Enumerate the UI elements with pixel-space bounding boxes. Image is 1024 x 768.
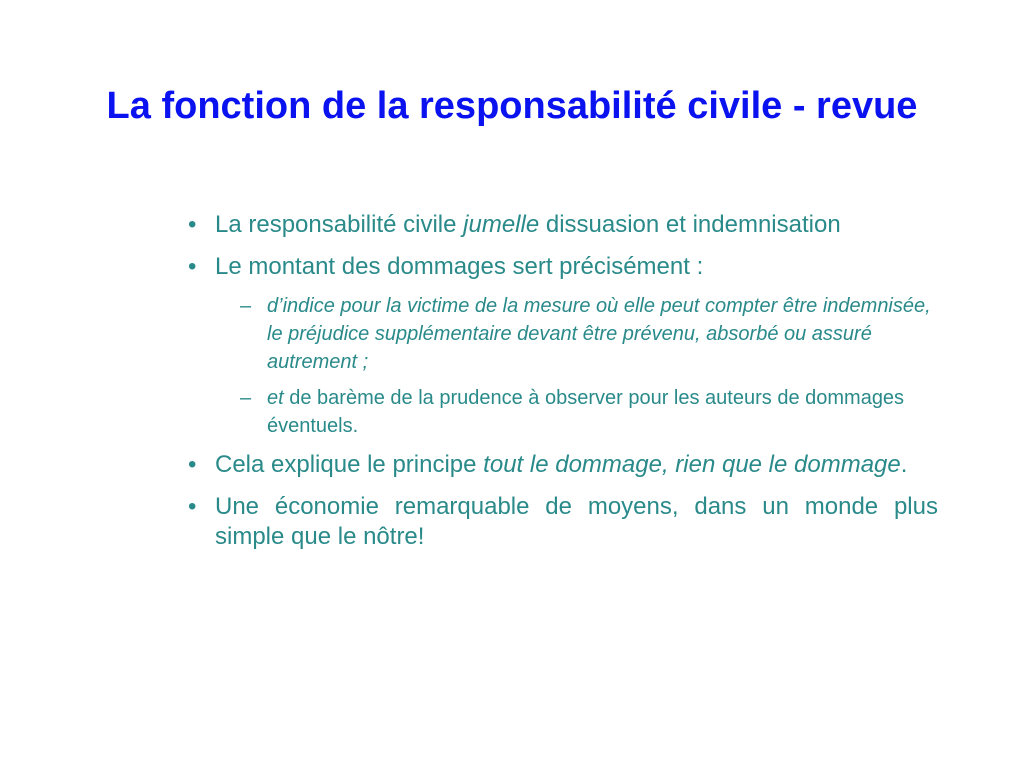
sub-bullet-emphasis: d’indice pour la victime de la mesure où elle peut compter être indemnisée, le préjudice supplémentaire devant être prévenu, absorbé ou assuré autrement ; xyxy=(267,295,931,373)
bullet-item xyxy=(188,450,938,480)
bullet-marker: • xyxy=(188,253,197,280)
bullet-text-continued: dissuasion et indemnisation xyxy=(539,211,841,238)
sub-bullet-marker: – xyxy=(240,295,252,317)
bullet-text: Le montant des dommages sert précisément : xyxy=(215,253,704,280)
sub-bullet-item xyxy=(188,292,938,376)
sub-bullet-item xyxy=(188,384,938,440)
sub-bullet-text: de barème de la prudence à observer pour les auteurs de dommages éventuels. xyxy=(267,387,905,437)
sub-bullet-emphasis: et xyxy=(267,387,284,409)
bullet-item xyxy=(188,210,938,240)
bullet-list xyxy=(188,210,938,564)
bullet-text: Une économie remarquable de moyens, dans un monde plus simple que le nôtre! xyxy=(215,493,938,550)
sub-bullet-marker: – xyxy=(240,387,252,409)
bullet-item xyxy=(188,252,938,282)
bullet-marker: • xyxy=(188,211,197,238)
bullet-marker: • xyxy=(188,451,197,478)
bullet-marker: • xyxy=(188,493,197,520)
bullet-text: La responsabilité civile xyxy=(215,211,464,238)
bullet-item xyxy=(188,492,938,552)
bullet-text: Cela explique le principe xyxy=(215,451,484,478)
bullet-text-continued: . xyxy=(900,451,908,478)
bullet-emphasis: jumelle xyxy=(463,211,540,238)
slide-title: La fonction de la responsabilité civile - revue xyxy=(106,85,918,127)
bullet-emphasis: tout le dommage, rien que le dommage xyxy=(483,451,901,478)
